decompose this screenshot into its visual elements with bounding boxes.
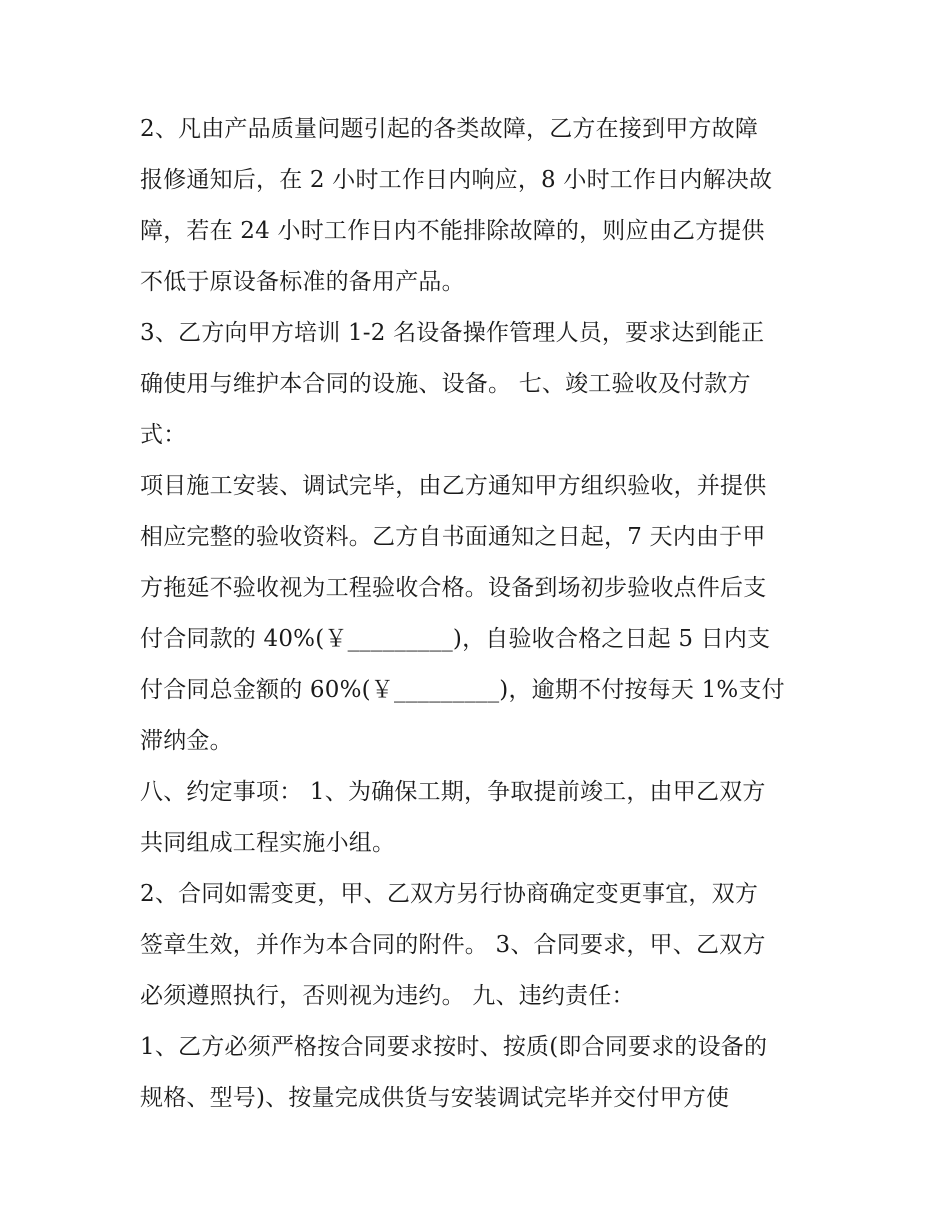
document-body (140, 104, 820, 1124)
text-line: 签章生效，并作为本合同的附件。 3、合同要求，甲、乙双方 (140, 932, 766, 958)
text-line: 确使用与维护本合同的设施、设备。 七、竣工验收及付款方 (140, 371, 751, 397)
text-line: 式： (140, 422, 187, 448)
text-line: 规格、型号)、按量完成供货与安装调试完毕并交付甲方使 (140, 1085, 730, 1111)
text-line: 付合同总金额的 60%(￥_________)，逾期不付按每天 1%支付 (140, 677, 785, 703)
text-line: 方拖延不验收视为工程验收合格。设备到场初步验收点件后支 (140, 575, 767, 601)
text-line: 障，若在 24 小时工作日内不能排除故障的，则应由乙方提供 (140, 218, 765, 244)
text-line: 八、约定事项： 1、为确保工期，争取提前竣工，由甲乙双方 (140, 779, 766, 805)
text-line: 不低于原设备标准的备用产品。 (140, 269, 465, 295)
text-line: 3、乙方向甲方培训 1-2 名设备操作管理人员，要求达到能正 (140, 320, 765, 346)
text-line: 报修通知后，在 2 小时工作日内响应，8 小时工作日内解决故 (140, 167, 773, 193)
text-line: 必须遵照执行，否则视为违约。 九、违约责任： (140, 983, 635, 1009)
text-line: 2、凡由产品质量问题引起的各类故障，乙方在接到甲方故障 (140, 116, 759, 142)
text-line: 相应完整的验收资料。乙方自书面通知之日起，7 天内由于甲 (140, 524, 766, 550)
text-line: 项目施工安装、调试完毕，由乙方通知甲方组织验收，并提供 (140, 473, 767, 499)
text-line: 共同组成工程实施小组。 (140, 830, 396, 856)
text-line: 2、合同如需变更，甲、乙双方另行协商确定变更事宜，双方 (140, 881, 759, 907)
text-line: 1、乙方必须严格按合同要求按时、按质(即合同要求的设备的 (140, 1034, 768, 1060)
text-line: 付合同款的 40%(￥_________)，自验收合格之日起 5 日内支 (140, 626, 771, 652)
text-line: 滞纳金。 (140, 728, 233, 754)
